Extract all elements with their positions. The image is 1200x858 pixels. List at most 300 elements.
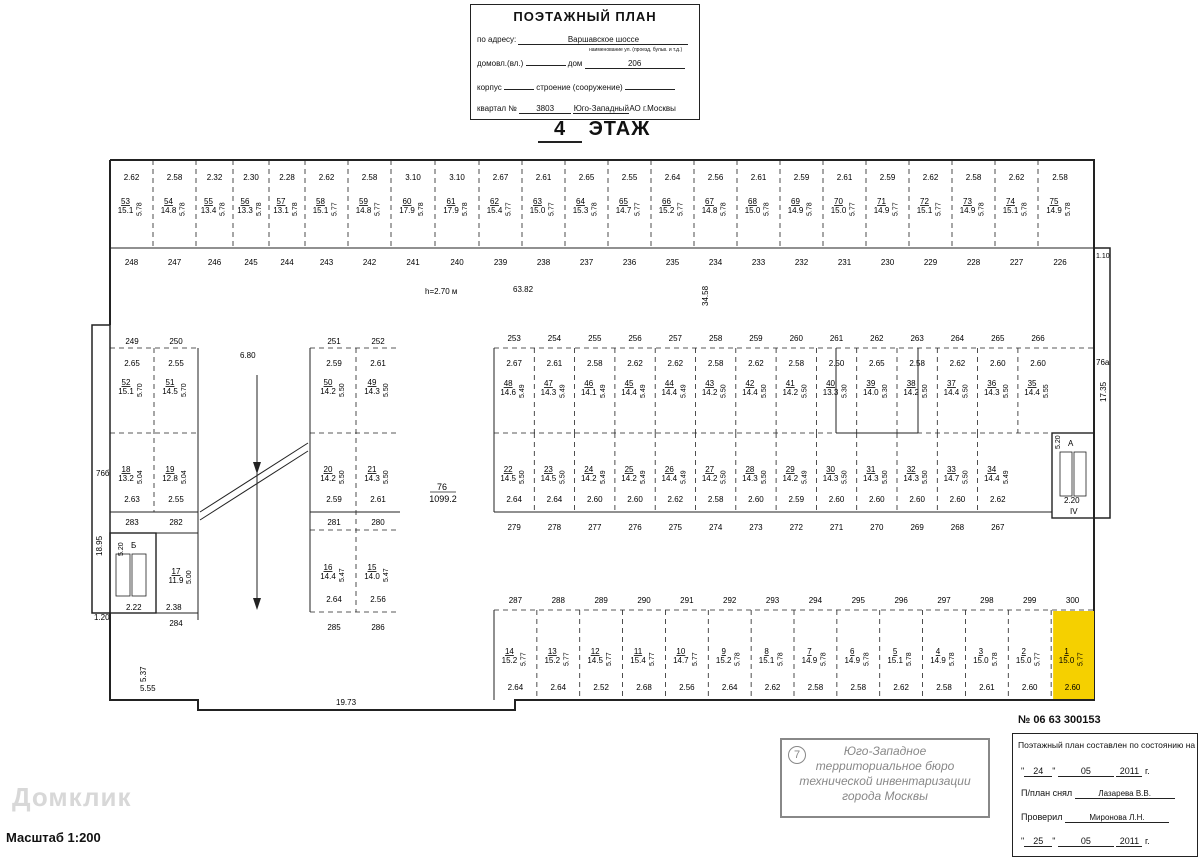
right-room-32-spot: 269 xyxy=(910,523,924,532)
mid-room-16-number: 16 xyxy=(323,563,333,572)
right-room-43-width: 2.58 xyxy=(707,359,724,368)
right-room-28-width: 2.60 xyxy=(748,495,764,504)
mid-room-49-width: 2.61 xyxy=(370,359,386,368)
right-room-37-depth: 5.50 xyxy=(962,384,970,398)
cert-year-suffix-2: г. xyxy=(1144,836,1150,846)
bottom-room-2-spot: 299 xyxy=(1023,596,1037,605)
top-room-66-area: 15.2 xyxy=(658,206,675,215)
dim-537: 5.37 xyxy=(139,666,148,682)
right-room-29-area: 14.2 xyxy=(782,474,799,483)
top-room-61-number: 61 xyxy=(446,197,456,206)
bottom-room-11-depth: 5.77 xyxy=(649,652,656,666)
top-room-64-depth: 5.78 xyxy=(591,202,599,216)
bottom-room-4-number: 4 xyxy=(935,647,941,656)
bottom-room-11-number: 11 xyxy=(633,647,643,656)
bottom-room-13-spot: 288 xyxy=(551,596,565,605)
bottom-room-3-spot: 298 xyxy=(980,596,994,605)
top-room-70-area: 15.0 xyxy=(830,206,847,215)
cert-date1-day: 24 xyxy=(1024,766,1052,777)
right-room-22-spot: 279 xyxy=(507,523,521,532)
right-room-23-depth: 5.50 xyxy=(559,470,567,484)
right-room-40-width: 2.50 xyxy=(828,359,845,368)
right-room-38-depth: 5.50 xyxy=(922,384,930,398)
top-room-55-number: 55 xyxy=(204,197,213,206)
top-room-72-depth: 5.77 xyxy=(935,202,943,216)
top-room-56-depth: 5.78 xyxy=(256,202,263,216)
bottom-room-6-area: 14.9 xyxy=(844,656,861,665)
right-room-45-area: 14.4 xyxy=(621,388,637,397)
right-room-31-spot: 270 xyxy=(870,523,884,532)
top-room-56-number: 56 xyxy=(240,197,250,206)
top-room-70-number: 70 xyxy=(834,197,843,206)
bottom-room-6-number: 6 xyxy=(850,647,855,656)
right-room-23-number: 23 xyxy=(543,465,553,474)
left-room-51-depth: 5.70 xyxy=(181,383,188,397)
stair-b xyxy=(110,533,198,613)
mid-room-50-area: 14.2 xyxy=(320,387,336,396)
bottom-room-7-area: 14.9 xyxy=(801,656,818,665)
left-room-19-depth: 5.04 xyxy=(181,470,188,484)
right-room-31-area: 14.3 xyxy=(863,474,879,483)
top-room-67-number: 67 xyxy=(705,197,714,206)
bottom-room-9-width: 2.64 xyxy=(721,683,738,692)
address-label: по адресу: xyxy=(477,35,517,44)
bottom-room-4-width: 2.58 xyxy=(936,683,952,692)
left-room-18-spot: 283 xyxy=(125,518,139,527)
mid-room-21-width: 2.61 xyxy=(370,495,386,504)
mid-room-15-width: 2.56 xyxy=(370,595,386,604)
right-room-30-number: 30 xyxy=(826,465,836,474)
bottom-room-11-width: 2.68 xyxy=(636,683,652,692)
right-room-35-depth: 5.55 xyxy=(1043,384,1051,398)
right-room-46-area: 14.1 xyxy=(580,388,597,397)
top-room-60-depth: 5.78 xyxy=(418,202,425,216)
right-room-35-area: 14.4 xyxy=(1024,388,1040,397)
bottom-room-5-area: 15.1 xyxy=(887,656,903,665)
right-room-28-number: 28 xyxy=(745,465,755,474)
top-room-67-width: 2.56 xyxy=(707,173,724,182)
bottom-room-4-spot: 297 xyxy=(937,596,951,605)
right-room-47-spot: 254 xyxy=(547,334,562,343)
right-room-43-spot: 258 xyxy=(708,334,723,343)
top-room-57-area: 13.1 xyxy=(273,206,289,215)
right-room-30-depth: 5.50 xyxy=(841,470,849,484)
left-room-51-spot: 250 xyxy=(169,337,183,346)
top-room-67-depth: 5.78 xyxy=(720,202,728,216)
top-room-69-number: 69 xyxy=(791,197,800,206)
top-room-75-spot: 226 xyxy=(1053,258,1067,267)
right-room-35-spot: 266 xyxy=(1031,334,1045,343)
right-room-33-spot: 268 xyxy=(950,523,965,532)
right-room-36-width: 2.60 xyxy=(989,359,1006,368)
right-room-39-area: 14.0 xyxy=(863,388,879,397)
top-room-72-number: 72 xyxy=(920,197,929,206)
address-value: Варшавское шоссе xyxy=(518,35,688,45)
right-room-37-number: 37 xyxy=(946,379,956,388)
ramp-width: 6.80 xyxy=(240,351,256,360)
mid-room-20-area: 14.2 xyxy=(320,474,336,483)
top-room-60-spot: 241 xyxy=(406,258,420,267)
top-room-59-area: 14.8 xyxy=(355,206,372,215)
bottom-room-12-spot: 289 xyxy=(594,596,608,605)
mid-room-21-area: 14.3 xyxy=(364,474,380,483)
top-room-69-width: 2.59 xyxy=(793,173,810,182)
right-room-39-width: 2.65 xyxy=(869,359,885,368)
right-room-37-spot: 264 xyxy=(950,334,965,343)
top-room-63-width: 2.61 xyxy=(535,173,552,182)
left-room-19-width: 2.55 xyxy=(168,495,184,504)
left-room-52-number: 52 xyxy=(121,378,131,387)
top-room-73-spot: 228 xyxy=(966,258,981,267)
height-note: h=2.70 м xyxy=(425,287,458,296)
mid-room-16-depth: 5.47 xyxy=(339,568,346,582)
cert-checked-by: Миронова Л.Н. xyxy=(1065,813,1169,823)
bottom-room-9-area: 15.2 xyxy=(715,656,732,665)
bti-line2: территориальное бюро xyxy=(815,759,955,773)
right-room-42-area: 14.4 xyxy=(742,388,758,397)
okrug-value: Юго-Западный xyxy=(573,104,630,113)
right-room-41-number: 41 xyxy=(785,379,795,388)
left-room-52-width: 2.65 xyxy=(124,359,140,368)
bottom-room-4-area: 14.9 xyxy=(930,656,946,665)
right-room-27-number: 27 xyxy=(705,465,715,474)
bti-line4: города Москвы xyxy=(842,789,928,803)
top-room-56-area: 13.3 xyxy=(237,206,253,215)
right-room-38-number: 38 xyxy=(906,379,916,388)
bti-line3: технической инвентаризации xyxy=(799,774,971,788)
right-room-26-number: 26 xyxy=(664,465,674,474)
top-room-69-depth: 5.78 xyxy=(806,202,814,216)
bottom-room-8-spot: 293 xyxy=(765,596,780,605)
stair-a-dim: 5.20 xyxy=(1055,435,1062,449)
stair-a-label: А xyxy=(1068,439,1074,448)
bottom-room-11-spot: 290 xyxy=(637,596,651,605)
bti-stamp-number: 7 xyxy=(788,746,806,764)
right-room-38-area: 14.2 xyxy=(903,388,919,397)
top-room-75-area: 14.9 xyxy=(1046,206,1062,215)
mid-room-21-spot: 280 xyxy=(371,518,385,527)
right-room-46-depth: 5.49 xyxy=(599,384,607,398)
total-area: 1099.2 xyxy=(429,494,457,504)
top-room-55-area: 13.4 xyxy=(200,206,217,215)
dim-120: 1.20 xyxy=(94,613,110,622)
top-room-64-number: 64 xyxy=(576,197,585,206)
right-room-46-number: 46 xyxy=(584,379,594,388)
right-room-48-spot: 253 xyxy=(507,334,521,343)
right-room-41-area: 14.2 xyxy=(782,388,799,397)
dom-label: дом xyxy=(567,59,583,68)
top-room-71-area: 14.9 xyxy=(873,206,890,215)
top-room-68-area: 15.0 xyxy=(744,206,761,215)
top-room-74-width: 2.62 xyxy=(1008,173,1025,182)
right-side-len: 17.35 xyxy=(1099,381,1108,402)
right-room-32-depth: 5.50 xyxy=(922,470,930,484)
stair-b-width: 2.22 xyxy=(126,603,142,612)
right-room-37-width: 2.62 xyxy=(949,359,966,368)
top-room-61-width: 3.10 xyxy=(449,173,465,182)
top-room-53-depth: 5.78 xyxy=(136,202,144,216)
plan-outline xyxy=(92,160,1110,710)
mid-room-50-depth: 5.50 xyxy=(339,383,346,397)
top-room-68-number: 68 xyxy=(748,197,757,206)
stair-b-dim: 5.20 xyxy=(118,542,125,556)
mid-room-50-number: 50 xyxy=(323,378,333,387)
cert-date2: " 25 " 05 2011 г. xyxy=(1021,836,1150,846)
right-room-25-area: 14.2 xyxy=(621,474,637,483)
top-room-62-width: 2.67 xyxy=(492,173,509,182)
right-room-31-width: 2.60 xyxy=(869,495,885,504)
top-room-54-depth: 5.78 xyxy=(179,202,187,216)
right-room-30-area: 14.3 xyxy=(822,474,839,483)
right-room-29-depth: 5.49 xyxy=(801,470,809,484)
top-room-74-spot: 227 xyxy=(1009,258,1024,267)
bottom-room-8-depth: 5.78 xyxy=(777,652,785,666)
right-room-34-depth: 5.49 xyxy=(1002,470,1010,484)
right-room-41-depth: 5.50 xyxy=(801,384,809,398)
bti-line1: Юго-Западное xyxy=(843,744,927,758)
top-room-70-width: 2.61 xyxy=(836,173,853,182)
top-room-61-spot: 240 xyxy=(450,258,464,267)
cert-made xyxy=(1021,788,1175,799)
top-room-68-width: 2.61 xyxy=(750,173,767,182)
left-room-19-area: 12.8 xyxy=(162,474,178,483)
top-room-72-area: 15.1 xyxy=(916,206,933,215)
right-room-43-area: 14.2 xyxy=(701,388,718,397)
mid-room-20-depth: 5.50 xyxy=(339,470,346,484)
stair-b-label: Б xyxy=(131,541,137,550)
right-room-36-depth: 5.50 xyxy=(1002,384,1010,398)
bottom-room-12-number: 12 xyxy=(590,647,600,656)
right-room-40-number: 40 xyxy=(826,379,836,388)
bottom-room-13-number: 13 xyxy=(547,647,557,656)
top-room-64-spot: 237 xyxy=(579,258,594,267)
left-room-18-width: 2.63 xyxy=(124,495,140,504)
bottom-room-10-area: 14.7 xyxy=(673,656,689,665)
top-room-53-width: 2.62 xyxy=(123,173,140,182)
top-room-65-number: 65 xyxy=(619,197,628,206)
top-room-67-area: 14.8 xyxy=(701,206,718,215)
bottom-room-6-depth: 5.78 xyxy=(863,652,871,666)
right-room-25-width: 2.60 xyxy=(627,495,643,504)
top-room-74-area: 15.1 xyxy=(1002,206,1019,215)
top-room-73-number: 73 xyxy=(963,197,972,206)
right-room-46-spot: 255 xyxy=(588,334,602,343)
korpus-label: корпус xyxy=(477,83,502,92)
left-room-18-number: 18 xyxy=(121,465,131,474)
right-room-48-number: 48 xyxy=(503,379,513,388)
right-room-34-area: 14.4 xyxy=(983,474,1000,483)
cert-checked-label: Проверил xyxy=(1021,812,1063,822)
bottom-room-7-depth: 5.78 xyxy=(820,652,828,666)
bottom-room-8-width: 2.62 xyxy=(764,683,781,692)
top-room-63-area: 15.0 xyxy=(529,206,546,215)
left-room-51-width: 2.55 xyxy=(168,359,184,368)
right-room-36-area: 14.3 xyxy=(983,388,1000,397)
length-top: 63.82 xyxy=(513,285,534,294)
right-room-33-area: 14.7 xyxy=(943,474,960,483)
top-room-73-depth: 5.78 xyxy=(978,202,986,216)
stair-a-roman: IV xyxy=(1070,507,1078,516)
bottom-room-2-number: 2 xyxy=(1021,647,1026,656)
top-room-57-spot: 244 xyxy=(280,258,294,267)
right-room-34-width: 2.62 xyxy=(989,495,1006,504)
top-room-59-width: 2.58 xyxy=(361,173,378,182)
right-room-24-spot: 277 xyxy=(588,523,602,532)
top-room-55-width: 2.32 xyxy=(206,173,223,182)
left-side-len: 18.95 xyxy=(95,535,104,556)
right-room-47-area: 14.3 xyxy=(540,388,557,397)
top-room-72-spot: 229 xyxy=(923,258,938,267)
right-room-35-number: 35 xyxy=(1027,379,1037,388)
mid-room-20-width: 2.59 xyxy=(326,495,342,504)
top-room-63-number: 63 xyxy=(533,197,542,206)
top-room-54-number: 54 xyxy=(164,197,173,206)
right-room-26-depth: 5.49 xyxy=(680,470,688,484)
right-room-41-width: 2.58 xyxy=(788,359,805,368)
right-room-44-depth: 5.49 xyxy=(680,384,688,398)
top-room-65-depth: 5.77 xyxy=(634,202,642,216)
top-room-75-width: 2.58 xyxy=(1052,173,1068,182)
room-17 xyxy=(166,567,193,612)
right-room-36-spot: 265 xyxy=(991,334,1005,343)
right-room-25-number: 25 xyxy=(624,465,634,474)
right-room-44-area: 14.4 xyxy=(661,388,678,397)
top-room-54-spot: 247 xyxy=(167,258,182,267)
mid-room-15-depth: 5.47 xyxy=(383,568,390,582)
right-room-32-width: 2.60 xyxy=(909,495,925,504)
top-room-53-number: 53 xyxy=(121,197,130,206)
top-room-60-width: 3.10 xyxy=(405,173,421,182)
top-room-57-width: 2.28 xyxy=(279,173,295,182)
right-room-44-width: 2.62 xyxy=(667,359,684,368)
room-17-area: 11.9 xyxy=(168,576,184,585)
right-room-29-width: 2.59 xyxy=(788,495,805,504)
left-room-19-spot: 282 xyxy=(169,518,183,527)
certificate-block xyxy=(1012,733,1198,857)
right-room-44-spot: 257 xyxy=(668,334,683,343)
left-spot-284: 284 xyxy=(169,619,183,628)
right-room-30-spot: 271 xyxy=(829,523,844,532)
mid-room-49-area: 14.3 xyxy=(364,387,380,396)
ramp xyxy=(200,375,308,610)
bottom-room-12-area: 14.5 xyxy=(587,656,603,665)
mid-room-15-spot: 286 xyxy=(371,623,385,632)
right-room-28-spot: 273 xyxy=(749,523,763,532)
right-room-22-depth: 5.50 xyxy=(519,470,527,484)
right-room-22-area: 14.5 xyxy=(500,474,516,483)
top-room-64-area: 15.3 xyxy=(572,206,589,215)
dom-value: 206 xyxy=(585,59,685,69)
right-room-24-area: 14.2 xyxy=(580,474,597,483)
top-room-66-depth: 5.77 xyxy=(677,202,685,216)
top-room-71-number: 71 xyxy=(877,197,886,206)
left-room-52-area: 15.1 xyxy=(118,387,134,396)
mid-room-49-spot: 252 xyxy=(371,337,385,346)
bottom-room-14-width: 2.64 xyxy=(507,683,524,692)
top-room-74-number: 74 xyxy=(1006,197,1015,206)
top-room-62-spot: 239 xyxy=(493,258,508,267)
right-room-28-depth: 5.50 xyxy=(760,470,768,484)
cert-date2-day: 25 xyxy=(1024,836,1052,847)
mid-room-16-width: 2.64 xyxy=(326,595,342,604)
top-room-58-spot: 243 xyxy=(319,258,334,267)
okrug-suffix: АО г.Москвы xyxy=(629,104,676,113)
right-room-26-width: 2.62 xyxy=(667,495,684,504)
right-room-38-width: 2.58 xyxy=(909,359,925,368)
right-room-32-number: 32 xyxy=(906,465,916,474)
right-room-23-area: 14.5 xyxy=(540,474,557,483)
bottom-room-5-spot: 296 xyxy=(894,596,908,605)
top-room-68-spot: 233 xyxy=(751,258,766,267)
top-room-62-number: 62 xyxy=(490,197,499,206)
bottom-room-7-spot: 294 xyxy=(808,596,823,605)
top-room-54-area: 14.8 xyxy=(160,206,177,215)
top-room-54-width: 2.58 xyxy=(166,173,183,182)
right-room-28-area: 14.3 xyxy=(742,474,758,483)
right-room-34-number: 34 xyxy=(987,465,997,474)
top-room-55-depth: 5.78 xyxy=(219,202,227,216)
top-room-56-spot: 245 xyxy=(244,258,258,267)
right-room-46-width: 2.58 xyxy=(586,359,603,368)
right-room-24-number: 24 xyxy=(584,465,594,474)
stroenie-label: строение (сооружение) xyxy=(536,83,623,92)
right-room-35-width: 2.60 xyxy=(1030,359,1046,368)
top-room-72-width: 2.62 xyxy=(922,173,939,182)
right-room-40-area: 13.3 xyxy=(822,388,839,397)
right-room-39-depth: 5.30 xyxy=(881,384,889,398)
top-room-60-number: 60 xyxy=(402,197,412,206)
bottom-room-12-width: 2.52 xyxy=(593,683,609,692)
right-room-36-number: 36 xyxy=(987,379,997,388)
left-room-18-area: 13.2 xyxy=(118,474,134,483)
room-17-depth: 5.00 xyxy=(186,570,193,584)
bottom-room-3-depth: 5.78 xyxy=(991,652,999,666)
dim-110: 1.10 xyxy=(1096,253,1110,260)
top-room-71-spot: 230 xyxy=(880,258,895,267)
stamp-title: ПОЭТАЖНЫЙ ПЛАН xyxy=(513,9,657,24)
right-room-22-number: 22 xyxy=(503,465,513,474)
bottom-room-1-depth: 5.77 xyxy=(1077,652,1085,666)
top-room-71-width: 2.59 xyxy=(879,173,896,182)
watermark-logo: Домклик xyxy=(12,782,132,812)
floor-word: ЭТАЖ xyxy=(588,118,651,140)
right-room-40-spot: 261 xyxy=(829,334,844,343)
right-room-23-spot: 278 xyxy=(547,523,562,532)
address-hint: наименование ул. (проезд, бульв. и т.д.) xyxy=(589,47,683,53)
top-room-55-spot: 246 xyxy=(207,258,222,267)
top-room-64-width: 2.65 xyxy=(578,173,595,182)
bottom-room-2-width: 2.60 xyxy=(1021,683,1038,692)
right-room-26-area: 14.4 xyxy=(661,474,678,483)
top-room-58-width: 2.62 xyxy=(318,173,335,182)
cert-checked xyxy=(1021,812,1169,823)
top-room-67-spot: 234 xyxy=(708,258,723,267)
top-room-71-depth: 5.77 xyxy=(892,202,900,216)
mid-room-20-number: 20 xyxy=(323,465,333,474)
bottom-room-1-area: 15.0 xyxy=(1058,656,1075,665)
bottom-room-5-number: 5 xyxy=(892,647,898,656)
right-room-45-number: 45 xyxy=(624,379,634,388)
top-room-69-area: 14.9 xyxy=(787,206,804,215)
bottom-room-12-depth: 5.77 xyxy=(606,652,614,666)
right-room-45-width: 2.62 xyxy=(627,359,643,368)
top-room-62-depth: 5.77 xyxy=(505,202,513,216)
bottom-room-13-depth: 5.77 xyxy=(563,652,571,666)
top-room-58-number: 58 xyxy=(316,197,325,206)
floor-number: 4 xyxy=(538,118,582,143)
top-room-53-area: 15.1 xyxy=(117,206,134,215)
top-room-59-number: 59 xyxy=(359,197,368,206)
